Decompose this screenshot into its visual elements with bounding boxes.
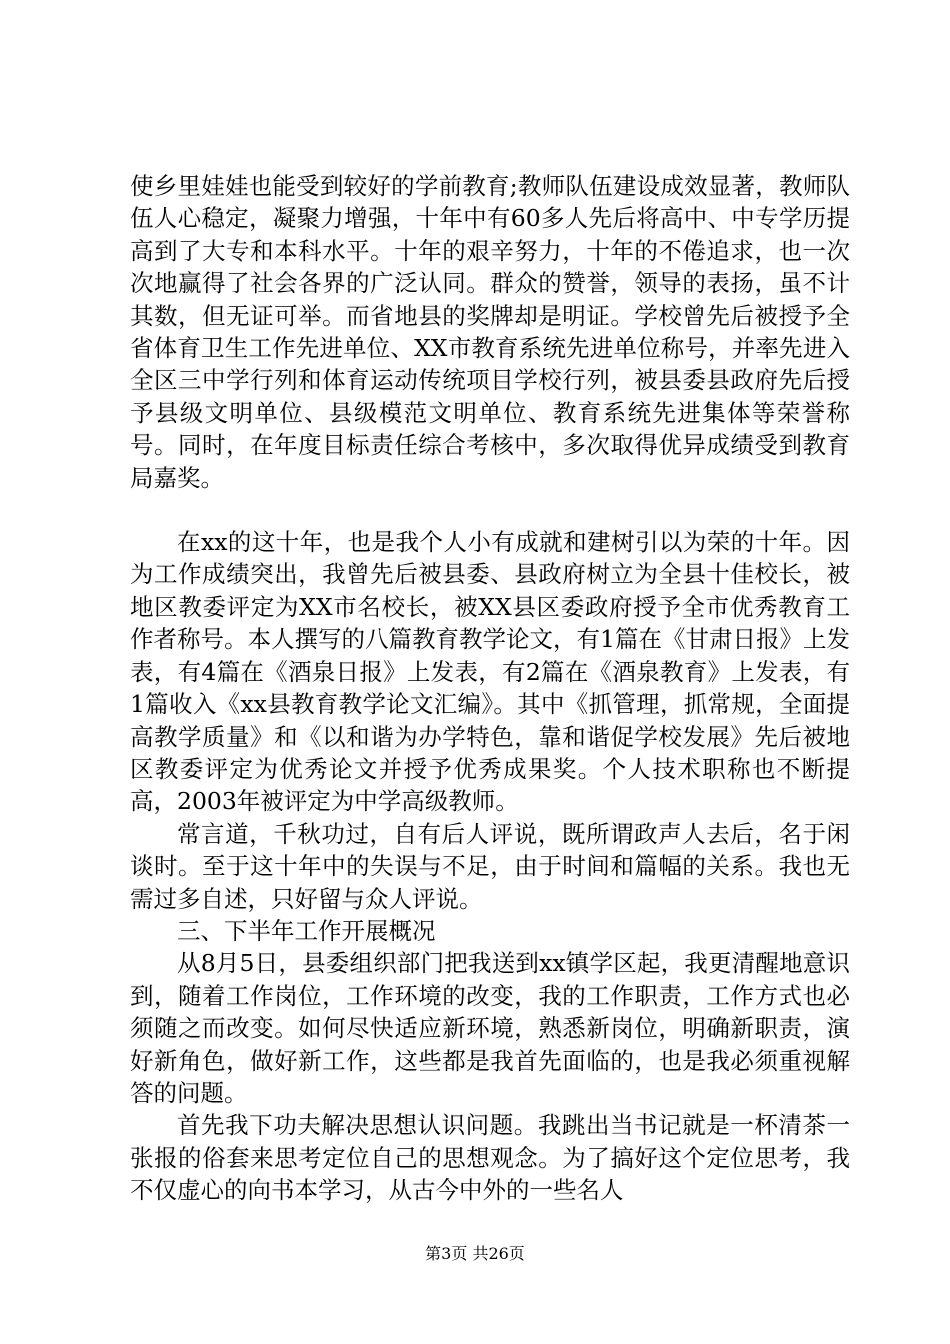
document-body	[130, 170, 850, 1207]
paragraph-achievements-personal: 在xx的这十年，也是我个人小有成就和建树引以为荣的十年。因为工作成绩突出，我曾先后被县委、县政府树立为全县十佳校长，被地区教委评定为XX市名校长，被XX县区委政府授予全市优秀教育工作者称号。本人撰写的八篇教育教学论文，有1篇在《甘肃日报》上发表，有4篇在《酒泉日报》上发表，有2篇在《酒泉教育》上发表，有1篇收入《xx县教育教学论文汇编》。其中《抓管理，抓常规，全面提高教学质量》和《以和谐为办学特色，靠和谐促学校发展》先后被地区教委评定为优秀论文并授予优秀成果奖。个人技术职称也不断提高，2003年被评定为中学高级教师。	[130, 528, 850, 816]
paragraph-mindset: 首先我下功夫解决思想认识问题。我跳出当书记就是一杯清茶一张报的俗套来思考定位自己的思想观念。为了搞好这个定位思考，我不仅虚心的向书本学习，从古今中外的一些名人	[130, 1111, 850, 1205]
paragraph-new-post: 从8月5日，县委组织部门把我送到xx镇学区起，我更清醒地意识到，随着工作岗位，工作环境的改变，我的工作职责，工作方式也必须随之而改变。如何尽快适应新环境，熟悉新岗位，明确新职责，演好新角色，做好新工作，这些都是我首先面临的，也是我必须重视解答的问题。	[130, 949, 850, 1107]
section-heading: 三、下半年工作开展概况	[177, 916, 436, 945]
page-footer: 第3页 共26页	[425, 1244, 525, 1263]
paragraph-achievements-school: 使乡里娃娃也能受到较好的学前教育;教师队伍建设成效显著，教师队伍人心稳定，凝聚力增强，十年中有60多人先后将高中、中专学历提高到了大专和本科水平。十年的艰辛努力，十年的不倦追求，也一次次地赢得了社会各界的广泛认同。群众的赞誉，领导的表扬，虽不计其数，但无证可举。而省地县的奖牌却是明证。学校曾先后被授予全省体育卫生工作先进单位、XX市教育系统先进单位称号，并率先进入全区三中学行列和体育运动传统项目学校行列，被县委县政府先后授予县级文明单位、县级模范文明单位、教育系统先进集体等荣誉称号。同时，在年度目标责任综合考核中，多次取得优异成绩受到教育局嘉奖。	[130, 172, 850, 492]
paragraph-self-reflection: 常言道，千秋功过，自有后人评说，既所谓政声人去后，名于闲谈时。至于这十年中的失误与不足，由于时间和篇幅的关系。我也无需过多自述，只好留与众人评说。	[130, 819, 850, 913]
